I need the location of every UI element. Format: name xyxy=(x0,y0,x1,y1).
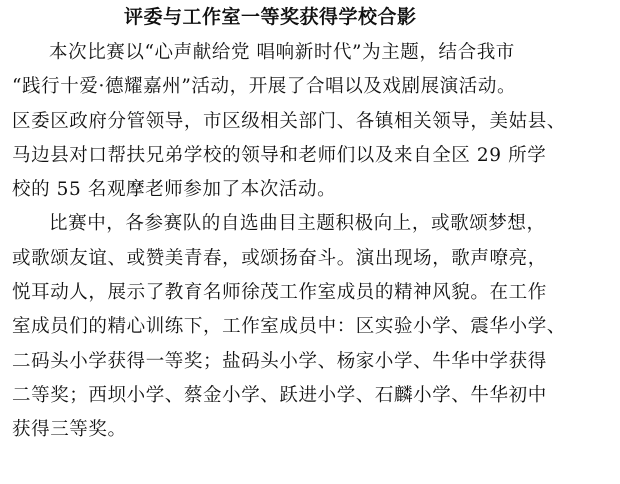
text-line: 获得三等奖。 xyxy=(12,419,127,441)
text-line: 悦耳动人，展示了教育名师徐茂工作室成员的精神风貌。在工作 xyxy=(12,282,547,304)
text-line: 室成员们的精心训练下，工作室成员中：区实验小学、震华小学、 xyxy=(12,316,566,338)
photo-caption: 评委与工作室一等奖获得学校合影 xyxy=(124,6,417,28)
text-line: 比赛中，各参赛队的自选曲目主题积极向上，或歌颂梦想， xyxy=(49,213,546,235)
text-line: 本次比赛以“心声献给党 唱响新时代”为主题，结合我市 xyxy=(49,42,515,63)
text-line: 校的 55 名观摩老师参加了本次活动。 xyxy=(12,179,337,201)
paragraph xyxy=(12,36,612,207)
text-line: 区委区政府分管领导，市区级相关部门、各镇相关领导，美姑县、 xyxy=(12,110,566,132)
text-line: 或歌颂友谊、或赞美青春，或颂扬奋斗。演出现场，歌声嘹亮， xyxy=(12,247,547,269)
paragraph xyxy=(12,207,612,447)
text-line: 二码头小学获得一等奖；盐码头小学、杨家小学、牛华中学获得 xyxy=(12,350,547,372)
text-line: 二等奖；西坝小学、蔡金小学、跃进小学、石麟小学、牛华初中 xyxy=(12,384,547,406)
text-line: 马边县对口帮扶兄弟学校的领导和老师们以及来自全区 29 所学 xyxy=(12,144,547,166)
body-text xyxy=(12,36,612,448)
text-line: “践行十爱·德耀嘉州”活动，开展了合唱以及戏剧展演活动。 xyxy=(12,76,517,98)
